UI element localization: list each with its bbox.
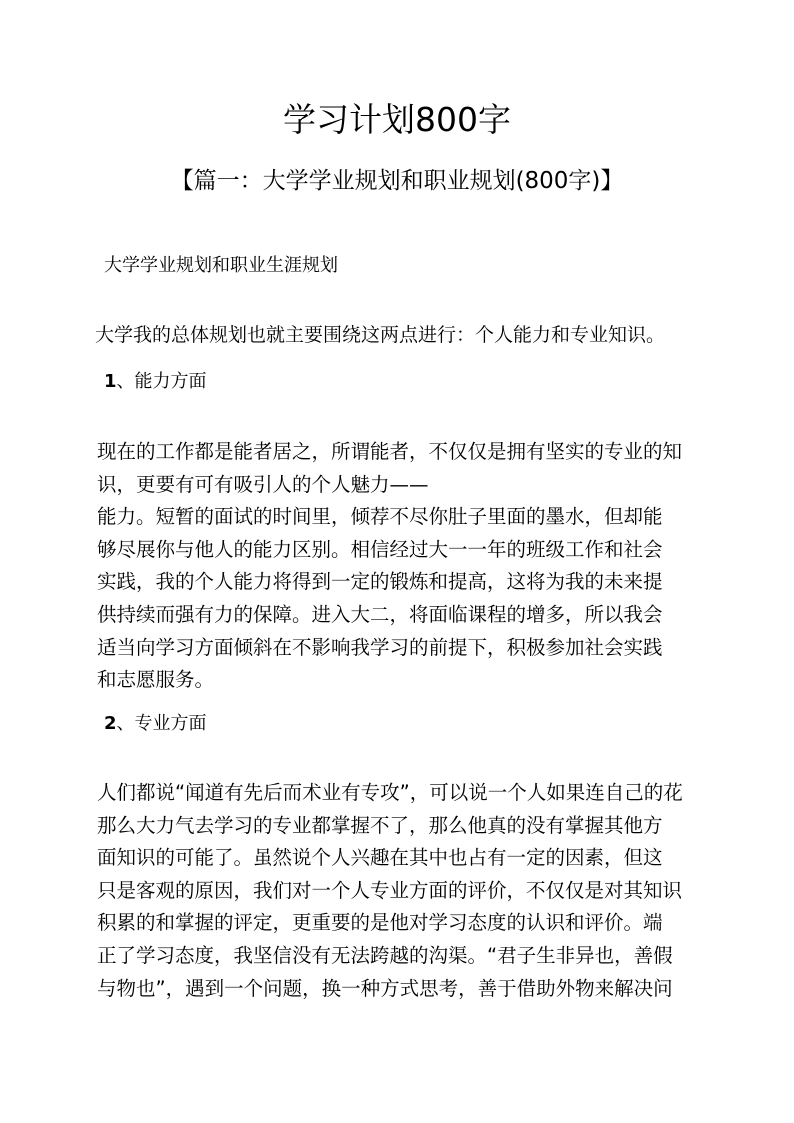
paragraph-line: 和志愿服务。 [97,668,215,692]
paragraph-line: 正了学习态度，我坚信没有无法跨越的沟渠。“君子生非异也，善假 [97,943,673,967]
paragraph-line: 识，更要有可有吸引人的个人魅力—— [97,472,429,496]
paragraph-major [97,777,705,1005]
document-title: 学习计划800字 [283,100,511,139]
paragraph-line: 积累的和掌握的评定，更重要的是他对学习态度的认识和评价。端 [97,911,663,935]
section-title: 能力方面 [134,371,207,392]
paragraph-line: 能力。短暂的面试的时间里，倾荐不尽你肚子里面的墨水，但却能 [97,505,663,529]
paragraph-line: 与物也”，遇到一个问题，换一种方式思考，善于借助外物来解决问 [97,976,673,1000]
paragraph-line: 实践，我的个人能力将得到一定的锻炼和提高，这将为我的未来提 [97,570,663,594]
intro-paragraph: 大学我的总体规划也就主要围绕这两点进行：个人能力和专业知识。 [95,324,666,346]
paragraph-line: 只是客观的原因，我们对一个人专业方面的评价，不仅仅是对其知识 [97,878,683,902]
section-separator: 、 [116,371,135,392]
section-heading-major [104,710,207,738]
section-number: 1 [104,371,117,392]
paragraph-line: 人们都说“闻道有先后而术业有专攻”，可以说一个人如果连自己的花 [97,781,683,804]
paragraph-line: 现在的工作都是能者居之，所谓能者，不仅仅是拥有坚实的专业的知 [97,440,683,463]
document-subtitle: 【篇一：大学学业规划和职业规划(800字)】 [170,168,624,194]
section-separator: 、 [116,713,135,734]
section-heading-ability [104,368,207,396]
paragraph-line: 够尽展你与他人的能力区别。相信经过大一一年的班级工作和社会 [97,537,663,561]
paragraph-line: 那么大力气去学习的专业都掌握不了，那么他真的没有掌握其他方 [97,813,663,837]
paragraph-line: 供持续而强有力的保障。进入大二，将面临课程的增多，所以我会 [97,602,663,626]
paragraph-line: 面知识的可能了。虽然说个人兴趣在其中也占有一定的因素，但这 [97,846,663,870]
paragraph-line: 适当向学习方面倾斜在不影响我学习的前提下，积极参加社会实践 [97,635,663,659]
section-number: 2 [104,713,117,734]
section-heading-main: 大学学业规划和职业生涯规划 [104,255,338,276]
section-title: 专业方面 [134,713,207,734]
paragraph-ability [97,436,705,697]
